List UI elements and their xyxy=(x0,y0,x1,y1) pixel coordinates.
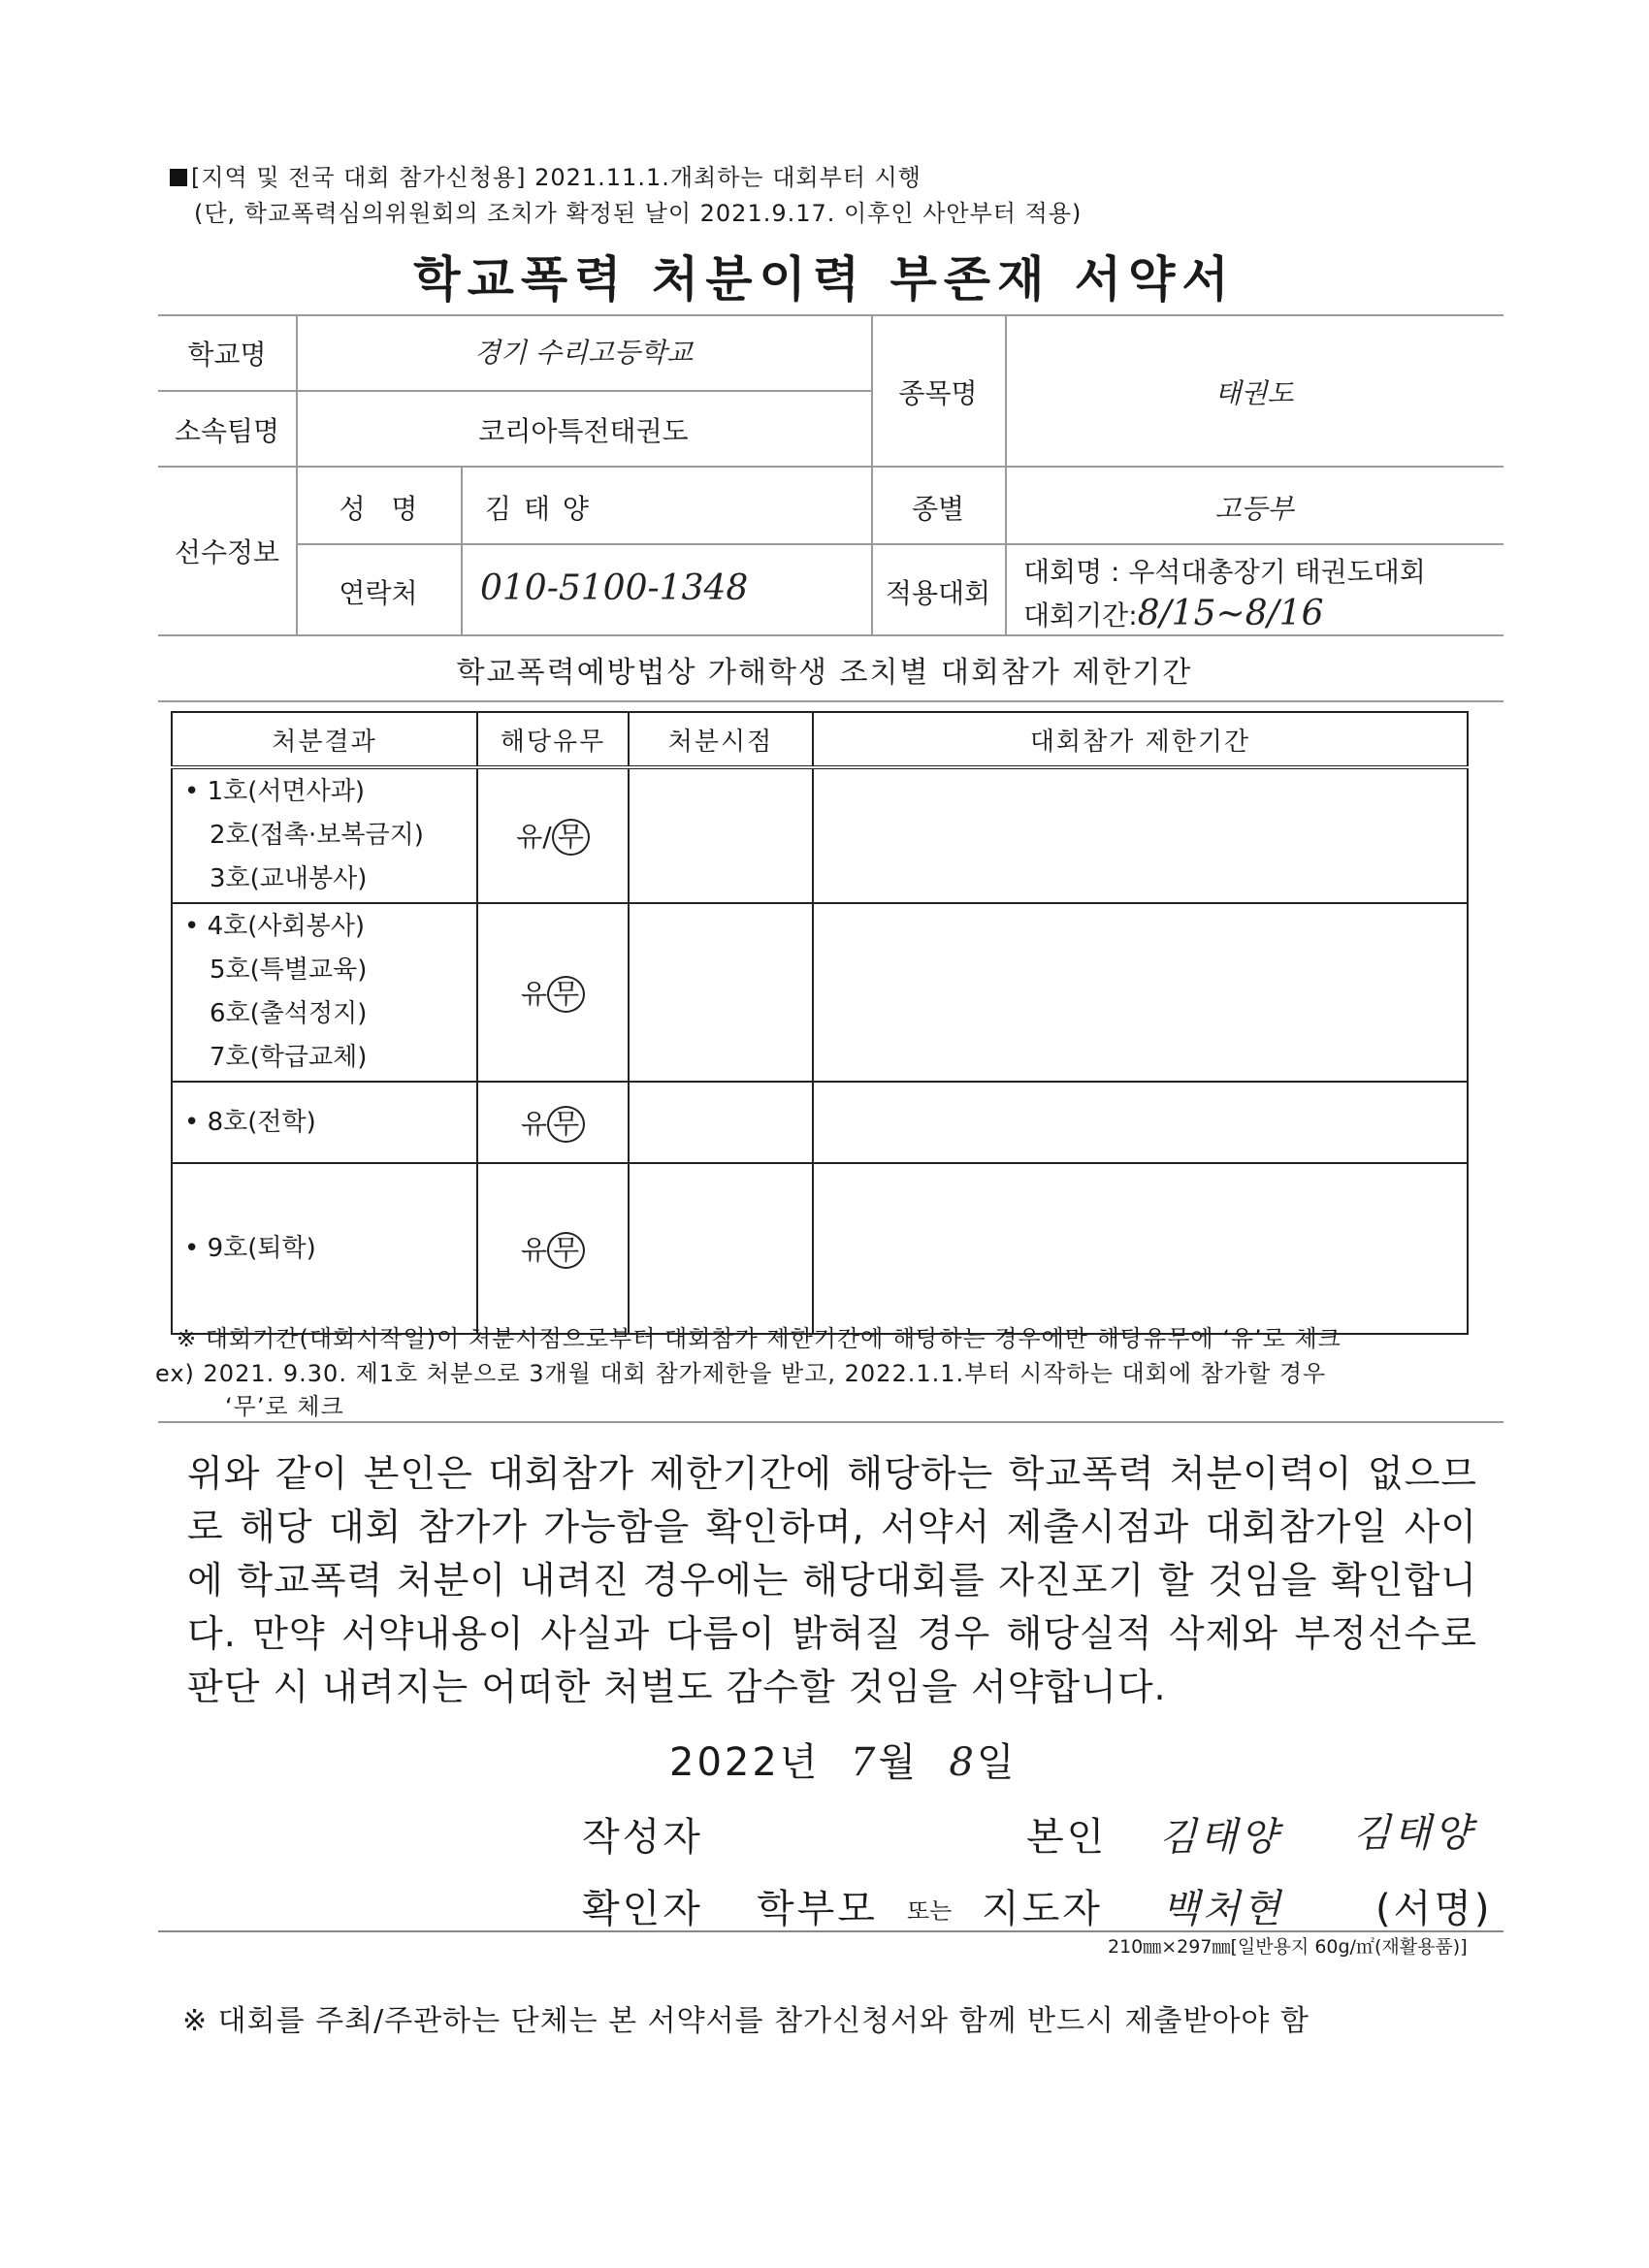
school-value: 경기 수리고등학교 xyxy=(473,337,694,369)
restriction-heading: 학교폭력예방법상 가해학생 조치별 대회참가 제한기간 xyxy=(456,656,1193,690)
time-cell xyxy=(629,767,813,903)
col-header-applicable: 해당유무 xyxy=(477,712,629,767)
document-title: 학교폭력 처분이력 부존재 서약서 xyxy=(413,251,1236,308)
time-cell xyxy=(629,1163,813,1334)
name-value: 김 태 양 xyxy=(485,493,591,525)
division-value: 고등부 xyxy=(1214,493,1294,525)
applicable-cell[interactable]: 유 무 xyxy=(477,1082,629,1163)
disposition-group-1: • 1호(서면사과) 2호(접촉·보복금지) 3호(교내봉사) xyxy=(172,767,477,903)
self-signature: 김태양 xyxy=(1353,1811,1474,1856)
team-value: 코리아특전태권도 xyxy=(478,415,689,447)
division-label: 종별 xyxy=(911,493,965,525)
table-row xyxy=(172,1163,1468,1334)
period-cell xyxy=(813,903,1468,1082)
time-cell xyxy=(629,903,813,1082)
info-bottom-border xyxy=(158,634,1504,636)
period-cell xyxy=(813,767,1468,903)
competition-name: 대회명 : 우석대총장기 태권도대회 xyxy=(1023,556,1426,588)
self-label: 본인 xyxy=(1026,1815,1108,1860)
no-circled-mark: 무 xyxy=(552,819,590,856)
restriction-table xyxy=(171,711,1469,1335)
sport-label: 종목명 xyxy=(898,377,978,409)
col-header-result: 처분결과 xyxy=(172,712,477,767)
coach-label: 지도자 xyxy=(982,1887,1103,1931)
col-header-period: 대회참가 제한기간 xyxy=(813,712,1468,767)
footnote-2: ex) 2021. 9.30. 제1호 처분으로 3개월 대회 참가제한을 받고, 2022.1.1.부터 시작하는 대회에 참가할 경우 xyxy=(155,1360,1327,1387)
applicable-cell[interactable]: 유 무 xyxy=(477,1163,629,1334)
info-top-border xyxy=(158,314,1504,316)
disposition-group-3: • 8호(전학) xyxy=(172,1082,477,1163)
table-row xyxy=(172,1082,1468,1163)
pledge-date: 2022년 7월 8일 xyxy=(669,1740,1018,1785)
info-col-line-4 xyxy=(1005,314,1007,634)
heading-bottom-border xyxy=(158,700,1504,702)
school-label: 학교명 xyxy=(187,339,267,371)
applicable-cell[interactable]: 유/ 무 xyxy=(477,767,629,903)
paper-spec: 210㎜×297㎜[일반용지 60g/㎡(재활용품)] xyxy=(1108,1936,1468,1958)
notice-line-1: [지역 및 전국 대회 참가신청용] 2021.11.1.개최하는 대회부터 시행 xyxy=(170,158,922,192)
info-divider-1 xyxy=(158,390,871,392)
contact-label: 연락처 xyxy=(339,577,418,609)
col-header-time: 처분시점 xyxy=(629,712,813,767)
competition-period-value: 8/15~8/16 xyxy=(1137,594,1324,633)
or-label: 또는 xyxy=(907,1897,953,1925)
info-divider-3 xyxy=(296,543,1504,545)
disposition-group-4: • 9호(퇴학) xyxy=(172,1163,477,1334)
no-circled-mark: 무 xyxy=(547,976,585,1013)
player-info-label: 선수정보 xyxy=(174,536,280,568)
no-circled-mark: 무 xyxy=(547,1106,585,1143)
footnote-1: ※ 대회기간(대회시작일)이 처분시점으로부터 대회참가 제한기간에 해당하는 경우에만 해당유무에 ‘유’로 체크 xyxy=(177,1325,1342,1352)
parent-label: 학부모 xyxy=(757,1887,878,1931)
period-cell xyxy=(813,1082,1468,1163)
contact-value: 010-5100-1348 xyxy=(480,568,749,608)
coach-name: 백처현 xyxy=(1162,1887,1283,1931)
no-circled-mark: 무 xyxy=(547,1232,585,1269)
coach-signature: (서명) xyxy=(1375,1887,1493,1931)
applicable-cell[interactable]: 유 무 xyxy=(477,903,629,1082)
footnote-bottom-border xyxy=(158,1421,1504,1423)
self-name: 김태양 xyxy=(1159,1815,1280,1860)
info-divider-2 xyxy=(158,466,1504,468)
competition-label: 적용대회 xyxy=(885,577,991,609)
final-note: ※ 대회를 주최/주관하는 단체는 본 서약서를 참가신청서와 함께 반드시 제출받아야 함 xyxy=(182,2004,1310,2038)
square-bullet-icon xyxy=(170,169,187,186)
sport-value: 태권도 xyxy=(1214,377,1294,409)
notice-line-2: (단, 학교폭력심의위원회의 조치가 확정된 날이 2021.9.17. 이후인 사안부터 적용) xyxy=(194,200,1083,227)
name-label: 성 명 xyxy=(339,493,418,525)
writer-label: 작성자 xyxy=(582,1815,703,1860)
period-cell xyxy=(813,1163,1468,1334)
pledge-text: 위와 같이 본인은 대회참가 제한기간에 해당하는 학교폭력 처분이력이 없으므로 해당 대회 참가가 가능함을 확인하며, 서약서 제출시점과 대회참가일 사이에 학교폭력 처분이 내려진 경우에는 해당대회를 자진포기 할 것임을 확인합니다. 만약 서약내용이 사실과 다름이 밝혀질 경우 해당실적 삭제와 부정선수로 판단 시 내려지는 어떠한 처벌도 감수할 것임을 서약합니다. xyxy=(187,1452,1477,1708)
table-row xyxy=(172,767,1468,903)
table-header-row xyxy=(172,712,1468,767)
info-col-line-2 xyxy=(461,466,463,634)
competition-period: 대회기간:8/15~8/16 xyxy=(1023,594,1324,633)
confirmer-label: 확인자 xyxy=(582,1887,703,1931)
time-cell xyxy=(629,1082,813,1163)
footnote-3: ‘무’로 체크 xyxy=(225,1393,344,1420)
table-row xyxy=(172,903,1468,1082)
disposition-group-2: • 4호(사회봉사) 5호(특별교육) 6호(출석정지) 7호(학급교체) xyxy=(172,903,477,1082)
team-label: 소속팀명 xyxy=(174,415,280,447)
